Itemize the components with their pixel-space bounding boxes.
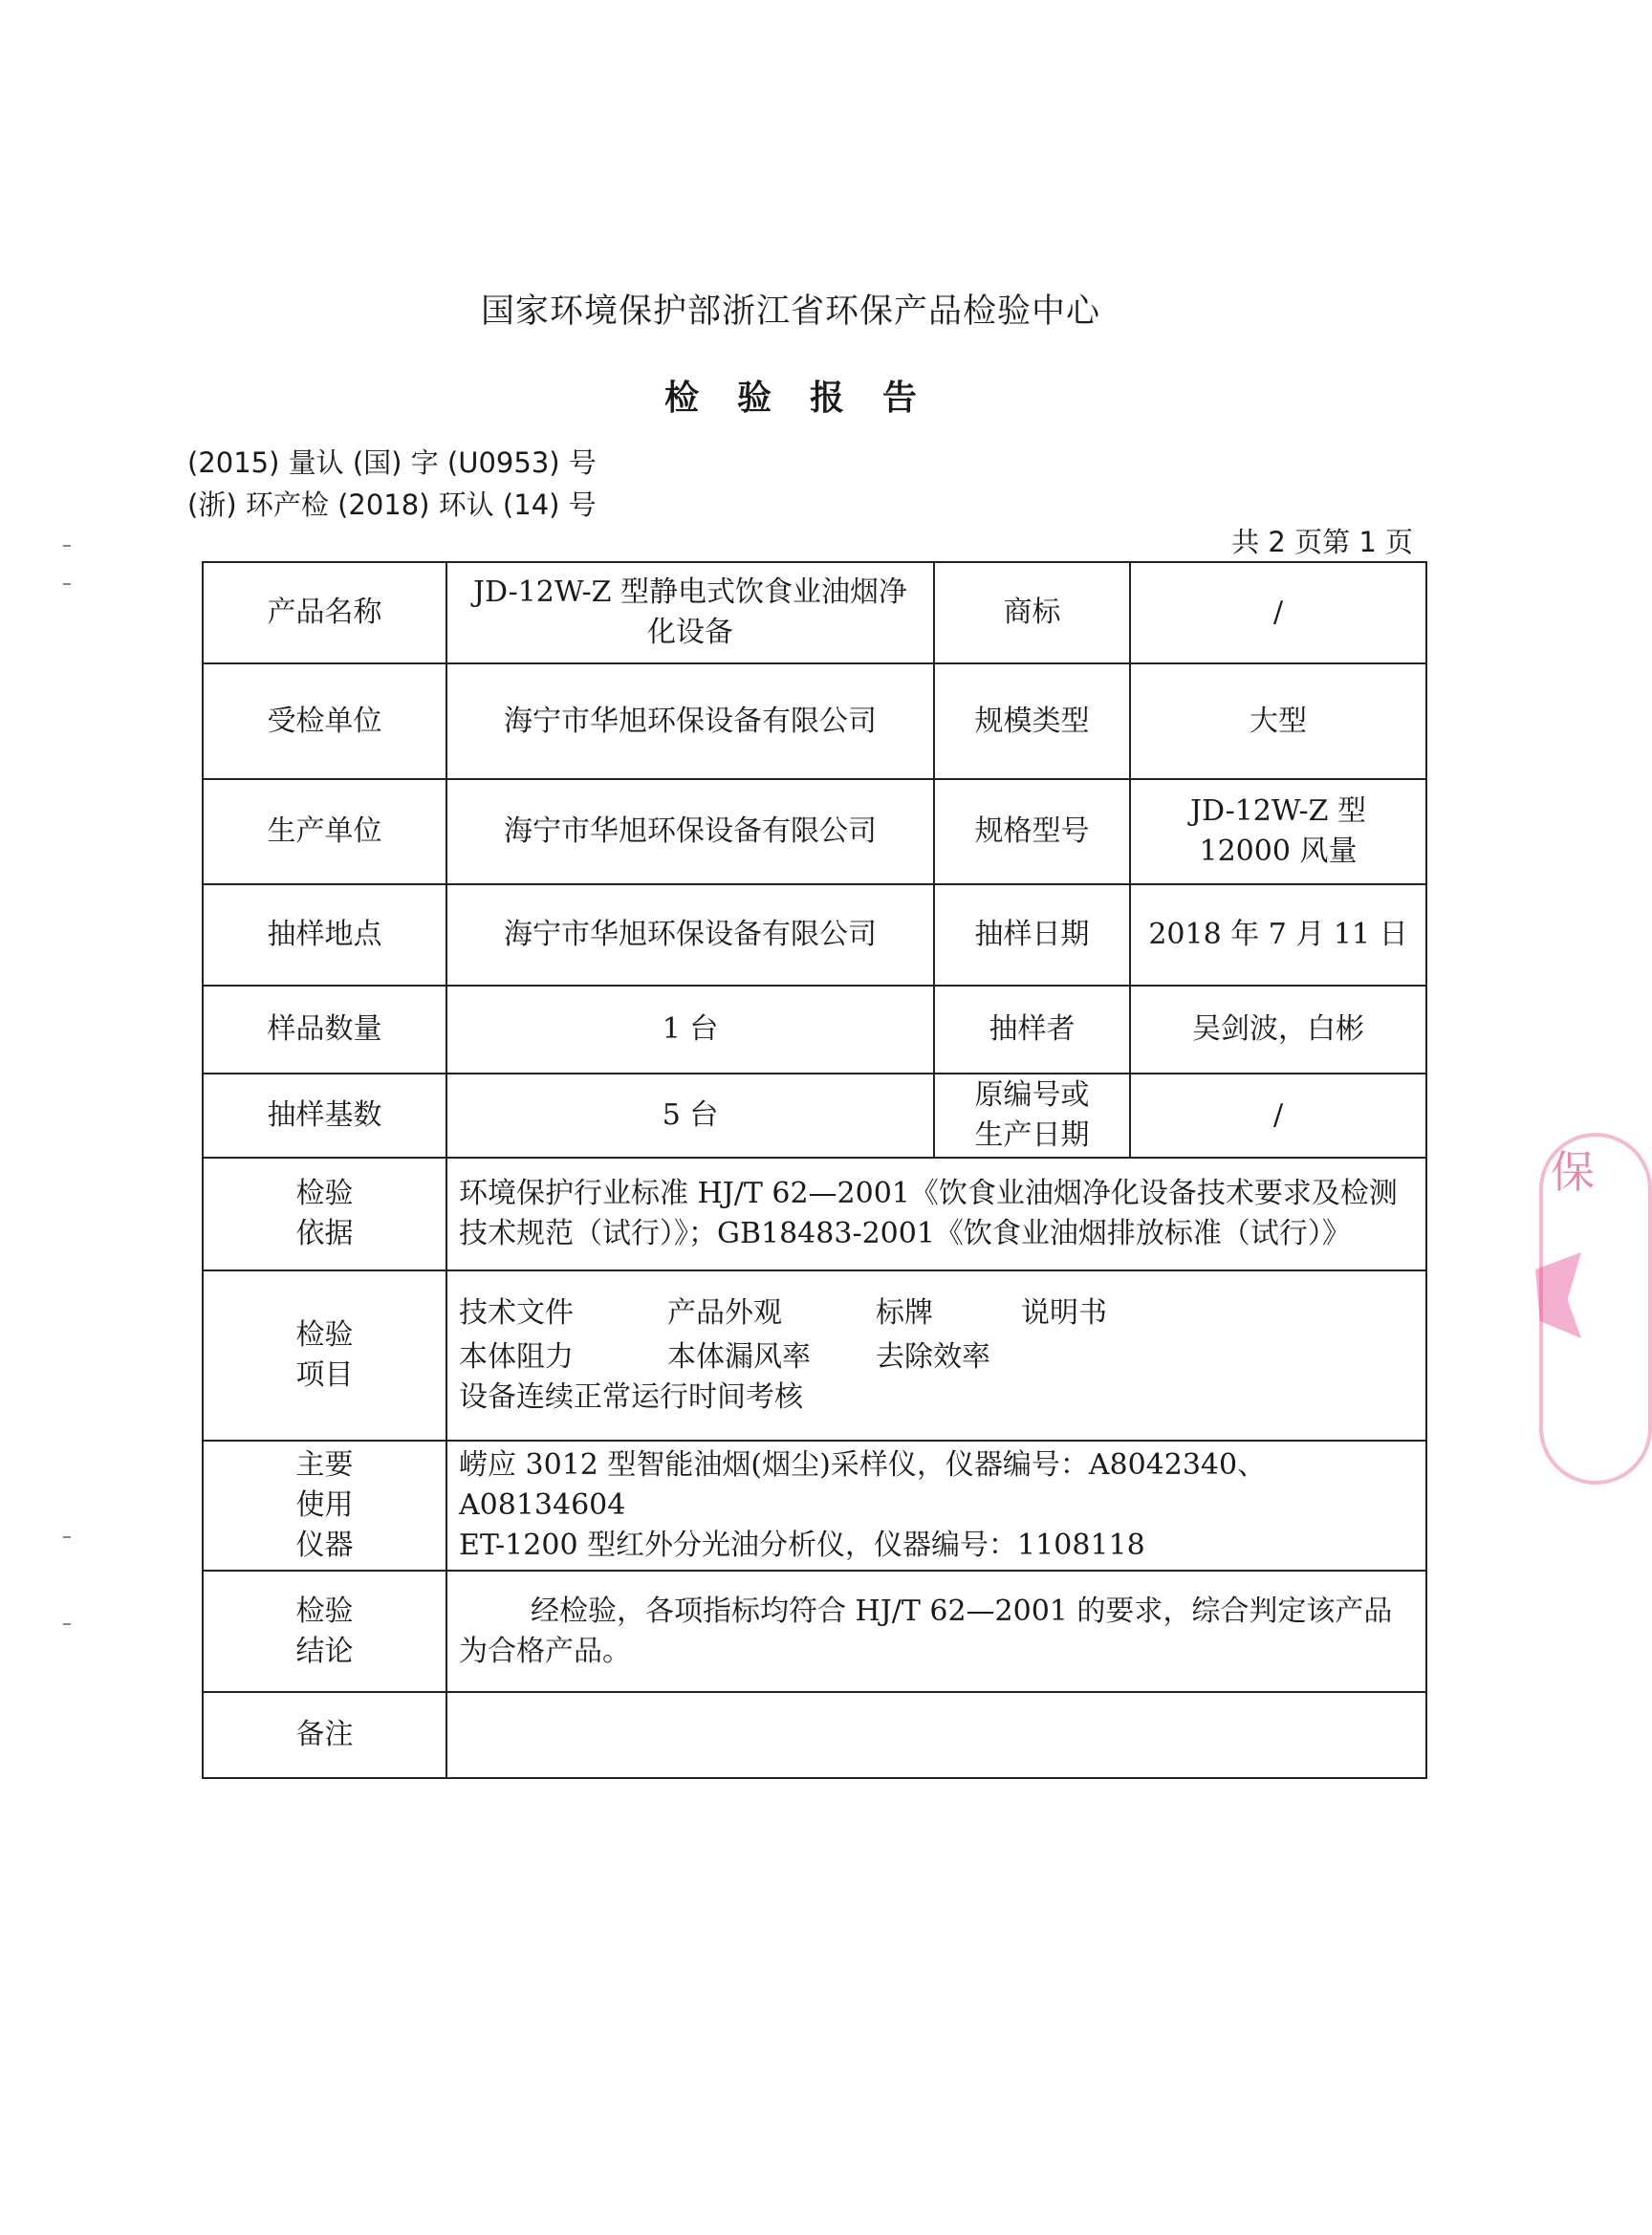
items-label-line-1: 检验 bbox=[295, 1318, 354, 1352]
remarks-value bbox=[446, 1692, 1426, 1778]
sampling-date-value: 2018 年 7 月 11 日 bbox=[1130, 884, 1426, 986]
organization-title: 国家环境保护部浙江省环保产品检验中心 bbox=[480, 293, 1100, 331]
table-row bbox=[203, 1158, 1426, 1270]
table-row bbox=[203, 1571, 1426, 1692]
model-value bbox=[1130, 779, 1426, 884]
list-item: 本体阻力 bbox=[459, 1340, 574, 1374]
conclusion-label-line-1: 检验 bbox=[295, 1594, 354, 1628]
table-row bbox=[203, 779, 1426, 884]
instrument-line-2: ET-1200 型红外分光油分析仪，仪器编号：1108118 bbox=[459, 1529, 1145, 1562]
instruments-label bbox=[203, 1441, 446, 1571]
page-indicator: 共 2 页第 1 页 bbox=[1231, 526, 1413, 558]
model-value-line-1: JD-12W-Z 型 bbox=[1189, 794, 1367, 828]
instruments-label-line-3: 仪器 bbox=[295, 1529, 354, 1562]
items-value bbox=[446, 1270, 1426, 1441]
sampler-label: 抽样者 bbox=[934, 986, 1130, 1074]
instruments-label-line-2: 使用 bbox=[295, 1488, 354, 1522]
original-number-label-line-1: 原编号或 bbox=[974, 1078, 1090, 1112]
table-row bbox=[203, 1270, 1426, 1441]
table-row bbox=[203, 562, 1426, 663]
margin-mark bbox=[63, 545, 71, 547]
sampling-place-label: 抽样地点 bbox=[203, 884, 446, 986]
conclusion-label bbox=[203, 1571, 446, 1692]
basis-label bbox=[203, 1158, 446, 1270]
margin-mark bbox=[63, 583, 71, 585]
conclusion-value: 经检验，各项指标均符合 HJ/T 62—2001 的要求，综合判定该产品为合格产品。 bbox=[446, 1571, 1426, 1692]
instruments-label-line-1: 主要 bbox=[295, 1448, 354, 1482]
original-number-label-line-2: 生产日期 bbox=[974, 1118, 1090, 1152]
original-number-value: / bbox=[1130, 1074, 1426, 1158]
list-item: 本体漏风率 bbox=[667, 1340, 811, 1374]
certification-line-2: (浙) 环产检 (2018) 环认 (14) 号 bbox=[187, 488, 597, 521]
list-item: 标牌 bbox=[876, 1296, 933, 1330]
sampling-base-value: 5 台 bbox=[446, 1074, 934, 1158]
basis-value: 环境保护行业标准 HJ/T 62—2001《饮食业油烟净化设备技术要求及检测技术规范（试行）》；GB18483-2001《饮食业油烟排放标准（试行）》 bbox=[446, 1158, 1426, 1270]
table-row bbox=[203, 884, 1426, 986]
sampler-value: 吴剑波，白彬 bbox=[1130, 986, 1426, 1074]
sampling-base-label: 抽样基数 bbox=[203, 1074, 446, 1158]
inspected-unit-value: 海宁市华旭环保设备有限公司 bbox=[446, 663, 934, 779]
producer-label: 生产单位 bbox=[203, 779, 446, 884]
table-row bbox=[203, 663, 1426, 779]
producer-value: 海宁市华旭环保设备有限公司 bbox=[446, 779, 934, 884]
model-label: 规格型号 bbox=[934, 779, 1130, 884]
inspected-unit-label: 受检单位 bbox=[203, 663, 446, 779]
basis-label-line-1: 检验 bbox=[295, 1177, 354, 1210]
product-name-label: 产品名称 bbox=[203, 562, 446, 663]
conclusion-label-line-2: 结论 bbox=[295, 1634, 354, 1668]
sample-quantity-value: 1 台 bbox=[446, 986, 934, 1074]
sample-quantity-label: 样品数量 bbox=[203, 986, 446, 1074]
table-row bbox=[203, 1074, 1426, 1158]
basis-label-line-2: 依据 bbox=[295, 1217, 354, 1250]
scale-type-value: 大型 bbox=[1130, 663, 1426, 779]
list-item: 说明书 bbox=[1021, 1296, 1107, 1330]
instrument-line-1: 崂应 3012 型智能油烟(烟尘)采样仪，仪器编号：A8042340、A08134604 bbox=[459, 1448, 1267, 1522]
scale-type-label: 规模类型 bbox=[934, 663, 1130, 779]
list-item: 去除效率 bbox=[876, 1340, 990, 1374]
items-grid bbox=[459, 1293, 1414, 1378]
items-label bbox=[203, 1270, 446, 1441]
trademark-label: 商标 bbox=[934, 562, 1130, 663]
instruments-value bbox=[446, 1441, 1426, 1571]
table-row bbox=[203, 1692, 1426, 1778]
list-item: 设备连续正常运行时间考核 bbox=[459, 1380, 803, 1414]
trademark-value: / bbox=[1130, 562, 1426, 663]
table-row bbox=[203, 986, 1426, 1074]
product-name-value: JD-12W-Z 型静电式饮食业油烟净化设备 bbox=[446, 562, 934, 663]
original-number-label bbox=[934, 1074, 1130, 1158]
sampling-date-label: 抽样日期 bbox=[934, 884, 1130, 986]
sampling-place-value: 海宁市华旭环保设备有限公司 bbox=[446, 884, 934, 986]
certification-line-1: (2015) 量认 (国) 字 (U0953) 号 bbox=[187, 446, 597, 479]
items-label-line-2: 项目 bbox=[295, 1358, 354, 1392]
table-row bbox=[203, 1441, 1426, 1571]
remarks-label: 备注 bbox=[203, 1692, 446, 1778]
inspection-table bbox=[202, 561, 1427, 1779]
list-item: 产品外观 bbox=[667, 1296, 782, 1330]
seal-character: 保 bbox=[1551, 1146, 1595, 1198]
model-value-line-2: 12000 风量 bbox=[1199, 835, 1358, 868]
report-title: 检验报告 bbox=[663, 379, 955, 418]
margin-mark bbox=[63, 1623, 71, 1625]
list-item: 技术文件 bbox=[459, 1296, 574, 1330]
margin-mark bbox=[63, 1536, 71, 1538]
